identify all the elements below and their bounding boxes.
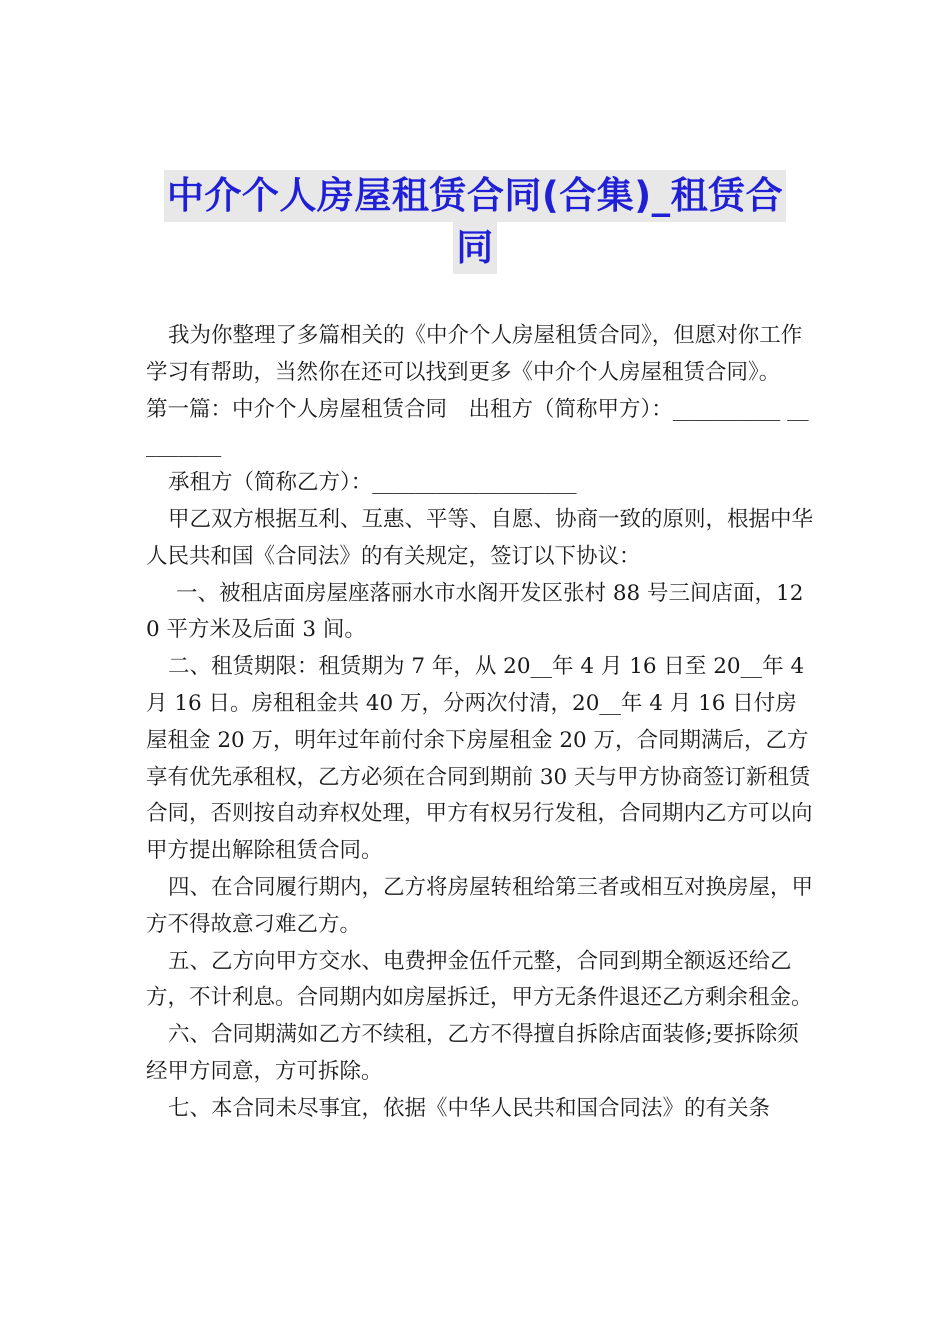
section-heading-paragraph: 第一篇：中介个人房屋租赁合同 出租方（简称甲方）：__________ _________ (146, 396, 809, 459)
clause-1-paragraph: 一、被租店面房屋座落丽水市水阁开发区张村 88 号三间店面，120 平方米及后面 3 间。 (146, 580, 804, 643)
title-line-1: 中介个人房屋租赁合同(合集)_租赁合 (164, 170, 786, 222)
clause-5-paragraph: 五、乙方向甲方交水、电费押金伍仟元整，合同到期全额返还给乙方，不计利息。合同期内如房屋拆迁，甲方无条件退还乙方剩余租金。 (146, 948, 813, 1011)
document-body (146, 318, 814, 1128)
clause-2-paragraph: 二、租赁期限：租赁期为 7 年，从 20__年 4 月 16 日至 20__年 4 月 16 日。房租租金共 40 万，分两次付清，20__年 4 月 16 日付房屋租金 20 万，明年过年前付余下房屋租金 20 万，合同期满后，乙方享有优先承租权，乙方必须在合同到期前 30 天与甲方协商签订新租赁合同，否则按自动弃权处理，甲方有权另行发租，合同期内乙方可以向甲方提出解除租赁合同。 (146, 654, 813, 864)
intro-paragraph: 我为你整理了多篇相关的《中介个人房屋租赁合同》，但愿对你工作学习有帮助，当然你在还可以找到更多《中介个人房屋租赁合同》。 (146, 323, 803, 385)
clause-4-paragraph: 四、在合同履行期内，乙方将房屋转租给第三者或相互对换房屋，甲方不得故意刁难乙方。 (146, 874, 814, 937)
clause-6-paragraph: 六、合同期满如乙方不续租，乙方不得擅自拆除店面装修;要拆除须经甲方同意，方可拆除。 (146, 1022, 799, 1084)
clause-7-paragraph: 七、本合同未尽事宜，依据《中华人民共和国合同法》的有关条 (168, 1095, 771, 1121)
lessee-paragraph: 承租方（简称乙方）：___________________ (168, 470, 577, 496)
title-line-2: 同 (453, 222, 497, 274)
agreement-paragraph: 甲乙双方根据互利、互惠、平等、自愿、协商一致的原则，根据中华人民共和国《合同法》的有关规定，签订以下协议： (146, 506, 814, 569)
document-title (150, 170, 800, 274)
